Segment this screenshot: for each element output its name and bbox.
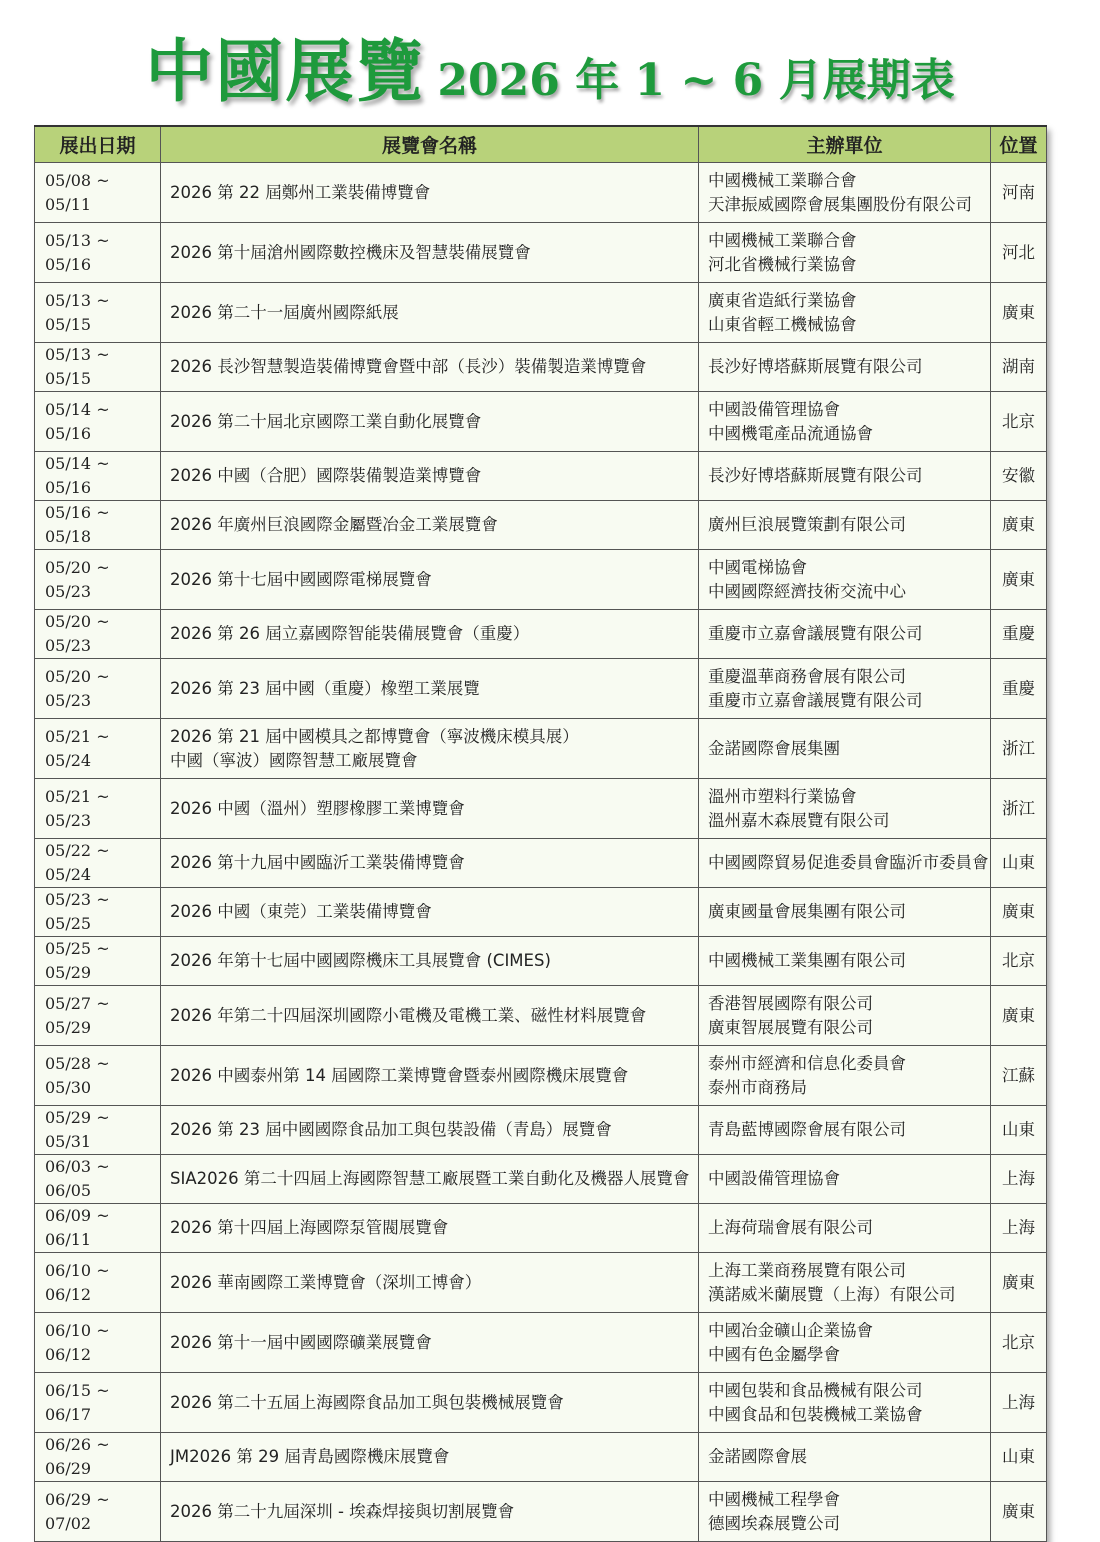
cell-exhibition-name: [161, 888, 699, 937]
exhibition-name-line: 2026 中國（溫州）塑膠橡膠工業博覽會: [170, 798, 465, 818]
cell-date: 06/10 ~ 06/12: [35, 1313, 161, 1373]
cell-organizer: [699, 343, 991, 392]
organizer-line: 上海工業商務展覽有限公司: [708, 1260, 906, 1280]
exhibition-name-line: 2026 第十四屆上海國際泵管閥展覽會: [170, 1218, 449, 1237]
organizer-line: 中國電梯協會: [708, 557, 807, 577]
table-row: [35, 1106, 1047, 1155]
table-body: [35, 163, 1047, 1542]
cell-location: 安徽: [991, 452, 1047, 501]
exhibition-name-line: 2026 第 23 屆中國（重慶）橡塑工業展覽: [170, 678, 480, 698]
organizer-line: 長沙好博塔蘇斯展覽有限公司: [708, 466, 923, 485]
cell-exhibition-name: [161, 283, 699, 343]
cell-exhibition-name: [161, 1204, 699, 1253]
organizer-line: 金諾國際會展: [708, 1447, 807, 1466]
organizer-line: 青島藍博國際會展有限公司: [708, 1120, 906, 1139]
cell-location: 山東: [991, 1106, 1047, 1155]
cell-location: 河北: [991, 223, 1047, 283]
header-date: 展出日期: [35, 126, 161, 163]
cell-date: 05/20 ~ 05/23: [35, 550, 161, 610]
cell-date: 05/27 ~ 05/29: [35, 986, 161, 1046]
cell-date: 06/15 ~ 06/17: [35, 1373, 161, 1433]
cell-organizer: [699, 1046, 991, 1106]
organizer-line: 德國埃森展覽公司: [708, 1513, 840, 1533]
table-row: [35, 283, 1047, 343]
cell-exhibition-name: [161, 1155, 699, 1204]
cell-location: 山東: [991, 1433, 1047, 1482]
organizer-line: 重慶溫華商務會展有限公司: [708, 666, 906, 686]
table-row: [35, 1253, 1047, 1313]
exhibition-name-line: 2026 華南國際工業博覽會（深圳工博會）: [170, 1272, 482, 1292]
table-row: [35, 719, 1047, 779]
organizer-line: 上海荷瑞會展有限公司: [708, 1218, 873, 1237]
cell-exhibition-name: [161, 1046, 699, 1106]
cell-date: 05/28 ~ 05/30: [35, 1046, 161, 1106]
cell-date: 05/21 ~ 05/23: [35, 779, 161, 839]
organizer-line: 天津振威國際會展集團股份有限公司: [708, 194, 972, 214]
table-row: [35, 659, 1047, 719]
table-row: [35, 392, 1047, 452]
cell-exhibition-name: [161, 1313, 699, 1373]
cell-location: 上海: [991, 1373, 1047, 1433]
cell-organizer: [699, 839, 991, 888]
cell-location: 重慶: [991, 610, 1047, 659]
cell-organizer: [699, 1253, 991, 1313]
exhibition-name-line: 2026 第十屆滄州國際數控機床及智慧裝備展覽會: [170, 242, 531, 262]
table-row: [35, 1204, 1047, 1253]
exhibition-name-line: JM2026 第 29 屆青島國際機床展覽會: [170, 1447, 450, 1466]
cell-organizer: [699, 779, 991, 839]
cell-date: 05/29 ~ 05/31: [35, 1106, 161, 1155]
cell-date: 06/29 ~ 07/02: [35, 1482, 161, 1542]
cell-organizer: [699, 986, 991, 1046]
table-row: [35, 1482, 1047, 1542]
cell-exhibition-name: [161, 1253, 699, 1313]
exhibition-name-line: 2026 年廣州巨浪國際金屬暨冶金工業展覽會: [170, 515, 498, 534]
cell-location: 浙江: [991, 719, 1047, 779]
title-main: 中國展覽: [145, 32, 426, 112]
table-row: [35, 888, 1047, 937]
organizer-line: 重慶市立嘉會議展覽有限公司: [708, 690, 923, 710]
cell-exhibition-name: [161, 986, 699, 1046]
organizer-line: 泰州市經濟和信息化委員會: [708, 1053, 906, 1073]
organizer-line: 中國機械工業聯合會: [708, 170, 857, 190]
table-row: [35, 501, 1047, 550]
cell-organizer: [699, 888, 991, 937]
cell-exhibition-name: [161, 163, 699, 223]
table-row: [35, 223, 1047, 283]
cell-exhibition-name: [161, 1373, 699, 1433]
cell-date: 05/13 ~ 05/15: [35, 283, 161, 343]
organizer-line: 漢諾威米蘭展覽（上海）有限公司: [708, 1284, 956, 1304]
cell-exhibition-name: [161, 223, 699, 283]
organizer-line: 中國有色金屬學會: [708, 1344, 840, 1364]
table-row: [35, 163, 1047, 223]
exhibition-name-line: 2026 第二十五屆上海國際食品加工與包裝機械展覽會: [170, 1392, 564, 1412]
cell-exhibition-name: [161, 452, 699, 501]
cell-organizer: [699, 719, 991, 779]
organizer-line: 溫州嘉木森展覽有限公司: [708, 810, 890, 830]
table-row: [35, 937, 1047, 986]
organizer-line: 中國食品和包裝機械工業協會: [708, 1404, 923, 1424]
cell-date: 05/13 ~ 05/16: [35, 223, 161, 283]
table-row: [35, 839, 1047, 888]
table-row: [35, 1155, 1047, 1204]
cell-organizer: [699, 1204, 991, 1253]
table-row: [35, 1046, 1047, 1106]
cell-location: 廣東: [991, 550, 1047, 610]
exhibition-name-line: 2026 第二十屆北京國際工業自動化展覽會: [170, 411, 482, 431]
organizer-line: 中國設備管理協會: [708, 399, 840, 419]
cell-exhibition-name: [161, 550, 699, 610]
cell-location: 廣東: [991, 888, 1047, 937]
exhibition-name-line: 2026 第十七屆中國國際電梯展覽會: [170, 569, 432, 589]
cell-exhibition-name: [161, 779, 699, 839]
exhibition-name-line: 2026 第 21 屆中國模具之都博覽會（寧波機床模具展）: [170, 726, 579, 746]
table-row: [35, 986, 1047, 1046]
cell-organizer: [699, 1155, 991, 1204]
exhibition-name-line: 2026 第 23 屆中國國際食品加工與包裝設備（青島）展覽會: [170, 1120, 612, 1139]
organizer-line: 香港智展國際有限公司: [708, 993, 873, 1013]
cell-location: 廣東: [991, 1482, 1047, 1542]
organizer-line: 河北省機械行業協會: [708, 254, 857, 274]
cell-date: 05/25 ~ 05/29: [35, 937, 161, 986]
cell-exhibition-name: [161, 1482, 699, 1542]
cell-organizer: [699, 1482, 991, 1542]
cell-date: 06/03 ~ 06/05: [35, 1155, 161, 1204]
cell-exhibition-name: [161, 1433, 699, 1482]
cell-location: 廣東: [991, 283, 1047, 343]
header-location: 位置: [991, 126, 1047, 163]
organizer-line: 中國國際經濟技術交流中心: [708, 581, 906, 601]
table-row: [35, 1313, 1047, 1373]
cell-location: 江蘇: [991, 1046, 1047, 1106]
exhibition-name-line: 2026 第二十九屆深圳 - 埃森焊接與切割展覽會: [170, 1501, 515, 1521]
table-row: [35, 343, 1047, 392]
cell-organizer: [699, 392, 991, 452]
cell-organizer: [699, 223, 991, 283]
cell-exhibition-name: [161, 343, 699, 392]
header-name: 展覽會名稱: [161, 126, 699, 163]
cell-exhibition-name: [161, 610, 699, 659]
table-row: [35, 452, 1047, 501]
exhibition-name-line: 2026 第十一屆中國國際礦業展覽會: [170, 1332, 432, 1352]
organizer-line: 中國國際貿易促進委員會臨沂市委員會: [708, 853, 989, 872]
title-sub: 2026 年 1 ~ 6 月展期表: [437, 55, 955, 106]
cell-location: 廣東: [991, 986, 1047, 1046]
cell-organizer: [699, 937, 991, 986]
organizer-line: 中國包裝和食品機械有限公司: [708, 1380, 923, 1400]
cell-date: 05/20 ~ 05/23: [35, 659, 161, 719]
cell-date: 06/26 ~ 06/29: [35, 1433, 161, 1482]
cell-date: 06/09 ~ 06/11: [35, 1204, 161, 1253]
organizer-line: 廣東省造紙行業協會: [708, 290, 857, 310]
cell-organizer: [699, 283, 991, 343]
organizer-line: 中國機械工業聯合會: [708, 230, 857, 250]
cell-location: 山東: [991, 839, 1047, 888]
organizer-line: 長沙好博塔蘇斯展覽有限公司: [708, 357, 923, 376]
cell-location: 廣東: [991, 501, 1047, 550]
cell-exhibition-name: [161, 937, 699, 986]
exhibition-name-line: 2026 中國泰州第 14 屆國際工業博覽會暨泰州國際機床展覽會: [170, 1065, 629, 1085]
organizer-line: 山東省輕工機械協會: [708, 314, 857, 334]
cell-location: 廣東: [991, 1253, 1047, 1313]
header-organizer: 主辦單位: [699, 126, 991, 163]
exhibition-name-line: 2026 第 22 屆鄭州工業裝備博覽會: [170, 182, 431, 202]
cell-location: 上海: [991, 1155, 1047, 1204]
organizer-line: 中國冶金礦山企業協會: [708, 1320, 873, 1340]
exhibition-name-line: 2026 中國（合肥）國際裝備製造業博覽會: [170, 466, 482, 485]
cell-date: 05/21 ~ 05/24: [35, 719, 161, 779]
organizer-line: 廣東國量會展集團有限公司: [708, 902, 906, 921]
cell-organizer: [699, 163, 991, 223]
schedule-table-container: [34, 125, 1046, 1542]
cell-date: 05/16 ~ 05/18: [35, 501, 161, 550]
exhibition-name-line: 中國（寧波）國際智慧工廠展覽會: [170, 750, 418, 770]
cell-date: 05/13 ~ 05/15: [35, 343, 161, 392]
cell-date: 05/20 ~ 05/23: [35, 610, 161, 659]
cell-location: 北京: [991, 1313, 1047, 1373]
exhibition-name-line: 2026 第 26 屆立嘉國際智能裝備展覽會（重慶）: [170, 624, 530, 643]
table-row: [35, 1433, 1047, 1482]
organizer-line: 重慶市立嘉會議展覽有限公司: [708, 624, 923, 643]
cell-location: 湖南: [991, 343, 1047, 392]
exhibition-name-line: 2026 中國（東莞）工業裝備博覽會: [170, 902, 432, 921]
table-row: [35, 610, 1047, 659]
schedule-table: [34, 125, 1047, 1542]
table-row: [35, 1373, 1047, 1433]
cell-location: 北京: [991, 937, 1047, 986]
exhibition-name-line: 2026 長沙智慧製造裝備博覽會暨中部（長沙）裝備製造業博覽會: [170, 357, 647, 376]
cell-organizer: [699, 1313, 991, 1373]
organizer-line: 中國機械工業集團有限公司: [708, 951, 906, 970]
cell-location: 重慶: [991, 659, 1047, 719]
organizer-line: 金諾國際會展集團: [708, 738, 840, 758]
cell-date: 05/23 ~ 05/25: [35, 888, 161, 937]
cell-exhibition-name: [161, 501, 699, 550]
exhibition-name-line: 2026 年第十七屆中國國際機床工具展覽會 (CIMES): [170, 951, 551, 970]
exhibition-name-line: SIA2026 第二十四屆上海國際智慧工廠展暨工業自動化及機器人展覽會: [170, 1169, 690, 1188]
organizer-line: 廣州巨浪展覽策劃有限公司: [708, 515, 906, 534]
cell-location: 北京: [991, 392, 1047, 452]
cell-organizer: [699, 452, 991, 501]
cell-organizer: [699, 501, 991, 550]
organizer-line: 泰州市商務局: [708, 1077, 807, 1097]
cell-location: 河南: [991, 163, 1047, 223]
organizer-line: 中國機電產品流通協會: [708, 423, 873, 443]
cell-organizer: [699, 550, 991, 610]
cell-date: 05/22 ~ 05/24: [35, 839, 161, 888]
cell-organizer: [699, 659, 991, 719]
organizer-line: 中國設備管理協會: [708, 1169, 840, 1188]
organizer-line: 廣東智展展覽有限公司: [708, 1017, 873, 1037]
organizer-line: 中國機械工程學會: [708, 1489, 840, 1509]
table-row: [35, 550, 1047, 610]
cell-organizer: [699, 1433, 991, 1482]
cell-organizer: [699, 1106, 991, 1155]
organizer-line: 溫州市塑料行業協會: [708, 786, 857, 806]
cell-organizer: [699, 610, 991, 659]
cell-exhibition-name: [161, 839, 699, 888]
cell-date: 05/14 ~ 05/16: [35, 452, 161, 501]
table-row: [35, 779, 1047, 839]
cell-exhibition-name: [161, 1106, 699, 1155]
cell-exhibition-name: [161, 659, 699, 719]
cell-location: 上海: [991, 1204, 1047, 1253]
cell-date: 06/10 ~ 06/12: [35, 1253, 161, 1313]
cell-exhibition-name: [161, 719, 699, 779]
cell-date: 05/14 ~ 05/16: [35, 392, 161, 452]
cell-date: 05/08 ~ 05/11: [35, 163, 161, 223]
cell-organizer: [699, 1373, 991, 1433]
cell-exhibition-name: [161, 392, 699, 452]
cell-location: 浙江: [991, 779, 1047, 839]
exhibition-name-line: 2026 年第二十四屆深圳國際小電機及電機工業、磁性材料展覽會: [170, 1005, 647, 1025]
page-title: [0, 32, 1100, 112]
exhibition-name-line: 2026 第十九屆中國臨沂工業裝備博覽會: [170, 853, 465, 872]
exhibition-name-line: 2026 第二十一屆廣州國際紙展: [170, 302, 399, 322]
table-header-row: [35, 126, 1047, 163]
